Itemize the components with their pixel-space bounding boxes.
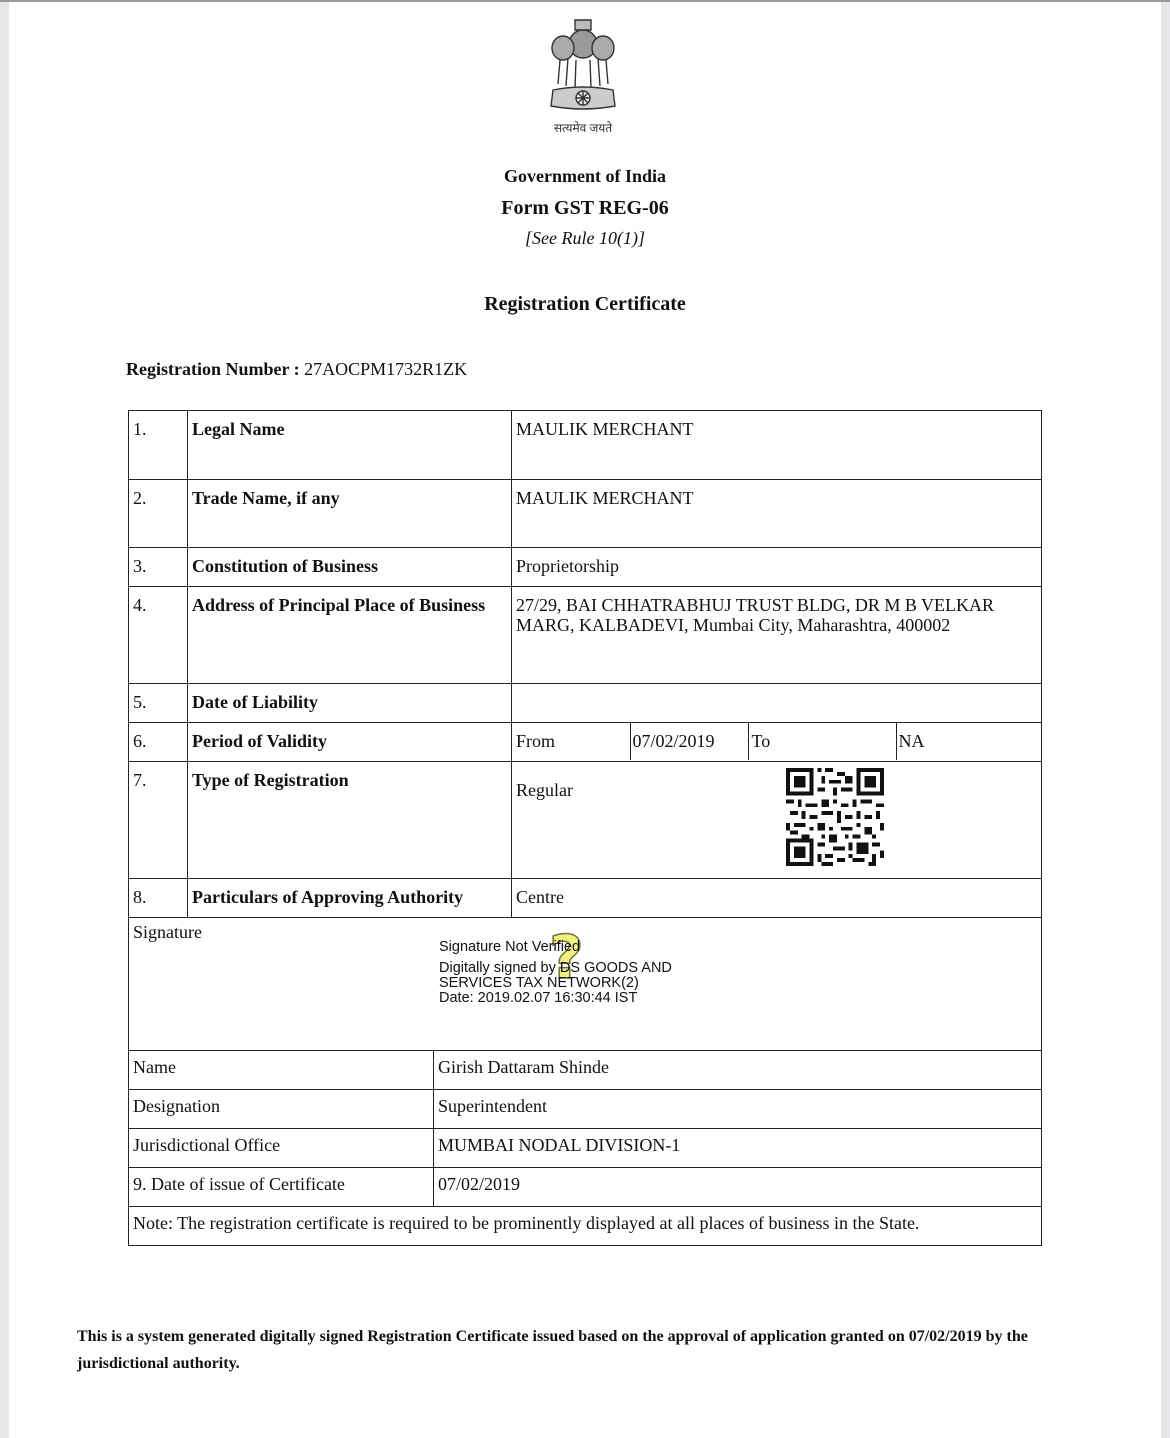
row-label: Type of Registration xyxy=(188,762,512,879)
legal-name-value: MAULIK MERCHANT xyxy=(512,411,1042,480)
designation-value: Superintendent xyxy=(434,1090,1042,1129)
national-emblem-icon xyxy=(538,14,628,118)
table-row xyxy=(129,723,1042,762)
registration-type-value: Regular xyxy=(512,762,1042,879)
signature-date: Date: 2019.02.07 16:30:44 IST xyxy=(439,990,638,1006)
row-label: Period of Validity xyxy=(188,723,512,762)
issue-date-value: 07/02/2019 xyxy=(434,1168,1042,1207)
row-number: 7. xyxy=(129,762,188,879)
signature-section xyxy=(128,914,1042,1051)
table-row xyxy=(129,762,1042,879)
row-number: 8. xyxy=(129,879,188,918)
designation-label: Designation xyxy=(129,1090,434,1129)
constitution-value: Proprietorship xyxy=(512,548,1042,587)
table-row xyxy=(129,1129,1042,1168)
signed-by-line1: Digitally signed by DS GOODS AND xyxy=(439,960,672,976)
row-label: Trade Name, if any xyxy=(188,480,512,548)
government-heading: Government of India xyxy=(504,166,666,186)
registration-number-label: Registration Number : xyxy=(126,359,300,379)
row-number: 4. xyxy=(129,587,188,684)
row-label: Legal Name xyxy=(188,411,512,480)
table-row xyxy=(129,1051,1042,1090)
row-number: 5. xyxy=(129,684,188,723)
authority-name-label: Name xyxy=(129,1051,434,1090)
table-row xyxy=(129,1168,1042,1207)
trade-name-value: MAULIK MERCHANT xyxy=(512,480,1042,548)
table-row xyxy=(129,1207,1042,1246)
row-number: 2. xyxy=(129,480,188,548)
row-number: 3. xyxy=(129,548,188,587)
rule-reference: [See Rule 10(1)] xyxy=(525,228,645,248)
signature-label: Signature xyxy=(133,922,202,942)
table-row xyxy=(129,879,1042,918)
page-title: Registration Certificate xyxy=(484,293,686,315)
jurisdictional-office-value: MUMBAI NODAL DIVISION-1 xyxy=(434,1129,1042,1168)
issue-date-label: 9. Date of issue of Certificate xyxy=(129,1168,434,1207)
signed-by-line2: SERVICES TAX NETWORK(2) xyxy=(439,975,639,991)
jurisdictional-office-label: Jurisdictional Office xyxy=(129,1129,434,1168)
authority-name-value: Girish Dattaram Shinde xyxy=(434,1051,1042,1090)
date-of-liability-value xyxy=(512,684,1042,723)
table-row xyxy=(129,548,1042,587)
registration-number-value: 27AOCPM1732R1ZK xyxy=(304,359,468,379)
digital-signature-block[interactable] xyxy=(439,940,672,1006)
display-note: Note: The registration certificate is required to be prominently displayed at all places of business in the State. xyxy=(129,1207,1042,1246)
certificate-details-table xyxy=(128,410,1042,918)
row-label: Date of Liability xyxy=(188,684,512,723)
validity-period xyxy=(512,723,1041,760)
row-label: Particulars of Approving Authority xyxy=(188,879,512,918)
table-row xyxy=(129,1090,1042,1129)
motto-text: सत्यमेव जयते xyxy=(553,121,613,135)
address-value: 27/29, BAI CHHATRABHUJ TRUST BLDG, DR M B VELKAR MARG, KALBADEVI, Mumbai City, Maharashtra, 400002 xyxy=(512,587,1042,684)
table-row xyxy=(129,684,1042,723)
registration-number xyxy=(126,359,467,380)
question-mark-icon[interactable]: ? xyxy=(549,923,584,993)
row-number: 1. xyxy=(129,411,188,480)
to-label: To xyxy=(748,723,896,760)
to-date-value: NA xyxy=(896,723,1041,760)
qr-code-icon xyxy=(786,768,884,866)
row-label: Constitution of Business xyxy=(188,548,512,587)
row-number: 6. xyxy=(129,723,188,762)
table-row xyxy=(129,411,1042,480)
signature-status: Signature Not Verified xyxy=(439,939,581,955)
table-row xyxy=(129,587,1042,684)
row-label: Address of Principal Place of Business xyxy=(188,587,512,684)
footer-statement: This is a system generated digitally signed Registration Certificate issued based on the approval of application granted on 07/02/2019 by the jurisdictional authority. xyxy=(77,1328,1028,1372)
from-date-value: 07/02/2019 xyxy=(630,723,748,760)
table-row xyxy=(129,480,1042,548)
approving-authority-value: Centre xyxy=(512,879,1042,918)
authority-details-table xyxy=(128,1050,1042,1246)
form-heading: Form GST REG-06 xyxy=(501,197,669,219)
from-label: From xyxy=(516,731,556,751)
